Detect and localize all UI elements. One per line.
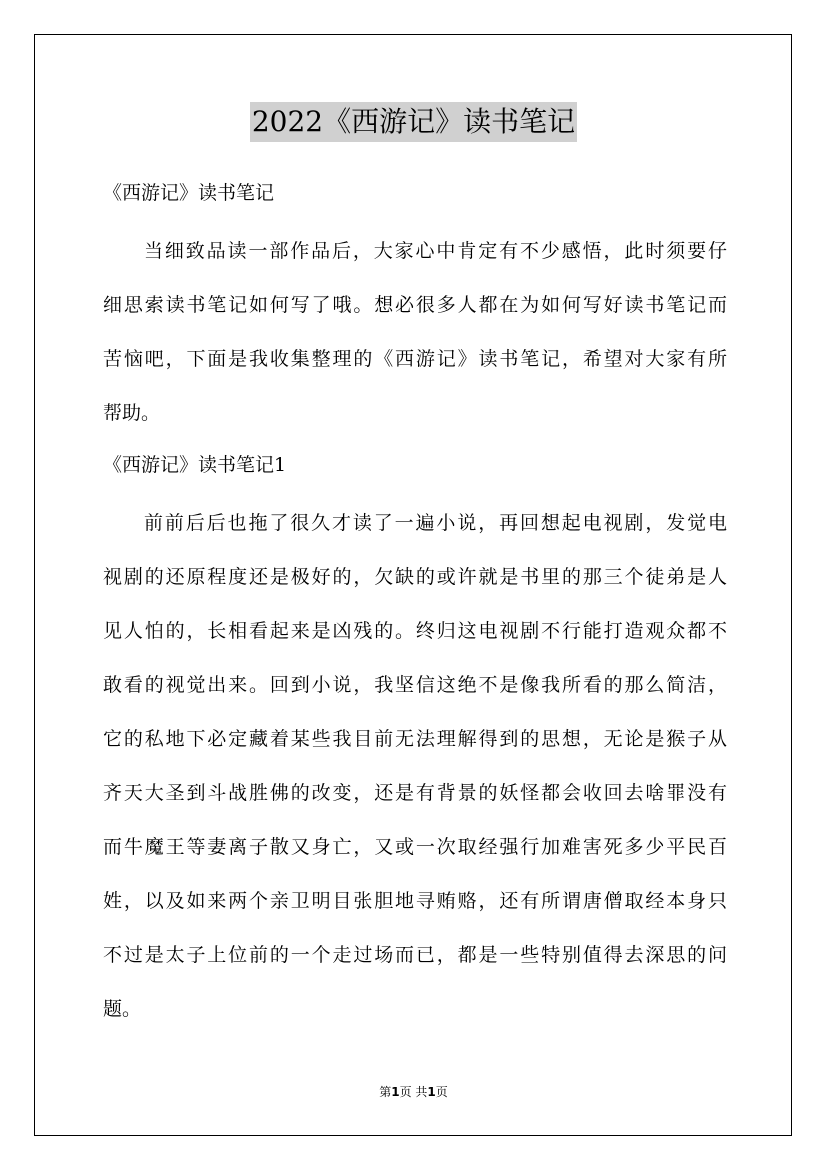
note1-line: 齐天大圣到斗战胜佛的改变，还是有背景的妖怪都会收回去啥罪没有 — [103, 782, 727, 804]
note1-line: 前前后后也拖了很久才读了一遍小说，再回想起电视剧，发觉电 — [144, 512, 727, 534]
note1-line: 见人怕的，长相看起来是凶残的。终归这电视剧不行能打造观众都不 — [103, 620, 727, 642]
note1-line: 敢看的视觉出来。回到小说，我坚信这绝不是像我所看的那么简洁， — [103, 674, 727, 696]
title-container — [0, 102, 827, 142]
note1-line: 姓，以及如来两个亲卫明目张胆地寻贿赂，还有所谓唐僧取经本身只 — [103, 890, 727, 912]
note1-line: 而牛魔王等妻离子散又身亡，又或一次取经强行加难害死多少平民百 — [103, 836, 727, 858]
document-title: 2022《西游记》读书笔记 — [250, 102, 577, 142]
intro-line: 当细致品读一部作品后，大家心中肯定有不少感悟，此时须要仔 — [144, 240, 727, 262]
note1-line: 不过是太子上位前的一个走过场而已，都是一些特别值得去深思的问 — [103, 944, 727, 966]
page-prefix: 第 — [379, 1085, 392, 1099]
page-current: 1 — [391, 1085, 400, 1099]
document-body — [103, 168, 727, 1036]
intro-line: 帮助。 — [103, 402, 161, 424]
note1-line: 它的私地下必定藏着某些我目前无法理解得到的思想，无论是猴子从 — [103, 728, 727, 750]
section-heading: 《西游记》读书笔记 — [103, 182, 275, 204]
page-mid: 页 共 — [399, 1085, 428, 1099]
intro-line: 细思索读书笔记如何写了哦。想必很多人都在为如何写好读书笔记而 — [103, 294, 727, 316]
page-footer — [0, 1083, 827, 1101]
note1-heading: 《西游记》读书笔记1 — [103, 454, 287, 476]
note1-line: 视剧的还原程度还是极好的，欠缺的或许就是书里的那三个徒弟是人 — [103, 566, 727, 588]
page-suffix: 页 — [435, 1085, 448, 1099]
intro-line: 苦恼吧，下面是我收集整理的《西游记》读书笔记，希望对大家有所 — [103, 348, 727, 370]
note1-line: 题。 — [103, 998, 142, 1020]
page-total: 1 — [427, 1085, 436, 1099]
